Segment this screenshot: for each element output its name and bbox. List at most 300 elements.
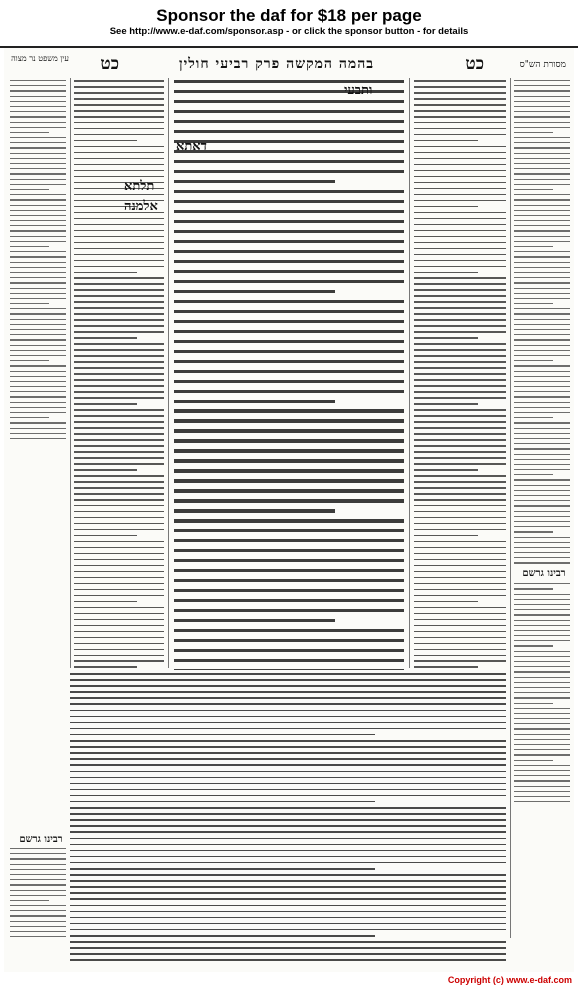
- text-line: [70, 746, 506, 748]
- text-line: [414, 577, 506, 579]
- text-line: [10, 931, 66, 932]
- text-line: [514, 464, 570, 465]
- text-line: [414, 427, 506, 429]
- text-line: [74, 218, 164, 220]
- text-line: [74, 613, 164, 615]
- text-line: [514, 801, 570, 802]
- copyright-link[interactable]: Copyright (c) www.e-daf.com: [447, 975, 572, 985]
- text-line: [70, 777, 506, 779]
- text-line: [414, 98, 506, 100]
- text-line: [414, 643, 506, 645]
- text-line: [70, 831, 506, 833]
- text-line: [514, 557, 570, 558]
- text-line: [74, 104, 164, 106]
- text-line: [10, 864, 66, 865]
- text-line: [10, 438, 66, 439]
- text-line: [70, 728, 506, 730]
- text-line: [10, 910, 66, 911]
- text-line: [74, 547, 164, 549]
- text-line: [514, 345, 570, 346]
- text-line: [74, 116, 164, 118]
- text-line: [514, 760, 553, 761]
- text-line: [174, 210, 404, 213]
- text-line: [10, 179, 66, 180]
- text-line: [10, 116, 66, 117]
- text-line: [514, 547, 570, 548]
- text-line: [74, 242, 164, 244]
- text-line: [414, 595, 506, 597]
- text-line: [174, 180, 335, 183]
- text-line: [414, 571, 506, 573]
- text-line: [70, 953, 506, 955]
- text-line: [10, 236, 66, 237]
- text-line: [514, 298, 570, 299]
- text-line: [10, 376, 66, 377]
- text-line: [514, 80, 570, 81]
- text-line: [414, 307, 506, 309]
- text-line: [74, 272, 137, 274]
- text-line: [414, 337, 478, 339]
- text-line: [514, 703, 553, 704]
- text-line: [414, 218, 506, 220]
- text-line: [414, 325, 506, 327]
- text-line: [10, 905, 66, 906]
- text-line: [70, 685, 506, 687]
- text-line: [74, 409, 164, 411]
- text-line: [10, 225, 66, 226]
- text-line: [414, 128, 506, 130]
- text-line: [70, 752, 506, 754]
- text-line: [10, 132, 49, 133]
- text-line: [10, 262, 66, 263]
- text-line: [10, 396, 66, 397]
- text-line: [10, 350, 66, 351]
- text-line: [70, 801, 375, 803]
- text-line: [74, 146, 164, 148]
- text-line: [10, 277, 66, 278]
- text-line: [74, 403, 137, 405]
- text-line: [10, 142, 66, 143]
- text-line: [514, 588, 553, 589]
- text-line: [10, 324, 66, 325]
- text-line: [514, 116, 570, 117]
- text-line: [174, 130, 404, 133]
- text-line: [414, 649, 506, 651]
- text-line: [70, 758, 506, 760]
- text-line: [174, 350, 404, 353]
- sponsor-banner[interactable]: [0, 0, 578, 48]
- text-line: [414, 666, 478, 668]
- text-line: [74, 457, 164, 459]
- text-line: [70, 734, 375, 736]
- text-line: [10, 355, 66, 356]
- text-line: [10, 858, 66, 859]
- text-line: [414, 80, 506, 82]
- text-line: [74, 666, 137, 668]
- text-line: [514, 199, 570, 200]
- text-line: [74, 583, 164, 585]
- text-line: [74, 607, 164, 609]
- text-line: [414, 445, 506, 447]
- text-line: [174, 599, 404, 602]
- text-line: [74, 649, 164, 651]
- text-line: [74, 307, 164, 309]
- text-line: [414, 158, 506, 160]
- text-line: [514, 640, 570, 641]
- text-line: [414, 475, 506, 477]
- text-line: [10, 267, 66, 268]
- text-line: [514, 329, 570, 330]
- text-line: [174, 320, 404, 323]
- text-line: [514, 267, 570, 268]
- text-line: [514, 412, 570, 413]
- text-line: [514, 288, 570, 289]
- text-line: [514, 319, 570, 320]
- text-line: [514, 101, 570, 102]
- text-line: [70, 697, 506, 699]
- text-line: [414, 272, 478, 274]
- text-line: [74, 110, 164, 112]
- text-line: [74, 343, 164, 345]
- text-line: [10, 853, 66, 854]
- text-line: [514, 386, 570, 387]
- text-line: [70, 783, 506, 785]
- text-line: [10, 90, 66, 91]
- text-line: [74, 439, 164, 441]
- text-line: [514, 495, 570, 496]
- text-line: [514, 594, 570, 595]
- text-line: [74, 122, 164, 124]
- text-line: [514, 697, 570, 698]
- text-line: [514, 531, 553, 532]
- text-line: [514, 604, 570, 605]
- text-line: [174, 619, 335, 622]
- text-line: [514, 469, 570, 470]
- text-line: [514, 184, 570, 185]
- text-line: [74, 361, 164, 363]
- text-line: [414, 122, 506, 124]
- text-line: [74, 224, 164, 226]
- text-line: [10, 895, 66, 896]
- word-daata: דאתא: [176, 139, 207, 154]
- text-line: [514, 282, 570, 283]
- text-line: [74, 134, 164, 136]
- text-line: [10, 329, 66, 330]
- text-line: [74, 391, 164, 393]
- text-line: [10, 407, 66, 408]
- text-line: [414, 170, 506, 172]
- gemara-opening-word: ותבעי: [344, 83, 373, 98]
- text-line: [414, 553, 506, 555]
- text-line: [514, 780, 570, 781]
- text-line: [174, 220, 404, 223]
- text-line: [174, 589, 404, 592]
- text-line: [174, 390, 404, 393]
- text-line: [74, 98, 164, 100]
- text-line: [74, 277, 164, 279]
- text-line: [514, 132, 553, 133]
- text-line: [174, 569, 404, 572]
- text-line: [414, 457, 506, 459]
- text-line: [74, 619, 164, 621]
- text-line: [414, 361, 506, 363]
- text-line: [514, 376, 570, 377]
- text-line: [10, 199, 66, 200]
- text-line: [414, 535, 478, 537]
- text-line: [10, 153, 66, 154]
- text-line: [414, 313, 506, 315]
- text-line: [74, 373, 164, 375]
- text-line: [74, 505, 164, 507]
- text-line: [74, 367, 164, 369]
- text-line: [174, 110, 404, 113]
- text-line: [174, 380, 404, 383]
- text-line: [70, 862, 506, 864]
- text-line: [10, 365, 66, 366]
- text-line: [10, 147, 66, 148]
- text-line: [414, 511, 506, 513]
- text-line: [514, 220, 570, 221]
- text-line: [514, 448, 570, 449]
- text-line: [414, 188, 506, 190]
- text-line: [74, 379, 164, 381]
- text-line: [174, 519, 404, 522]
- text-line: [174, 429, 404, 432]
- text-line: [514, 438, 570, 439]
- text-line: [174, 459, 404, 462]
- text-line: [10, 402, 66, 403]
- text-line: [10, 428, 66, 429]
- text-line: [74, 283, 164, 285]
- rabbeinu-gershom-column: [10, 848, 66, 963]
- text-line: [414, 349, 506, 351]
- text-line: [414, 266, 506, 268]
- text-line: [514, 728, 570, 729]
- text-line: [74, 248, 164, 250]
- text-line: [74, 397, 164, 399]
- text-line: [74, 301, 164, 303]
- text-line: [70, 868, 375, 870]
- text-line: [70, 710, 506, 712]
- text-line: [70, 898, 506, 900]
- text-line: [74, 577, 164, 579]
- text-line: [514, 189, 553, 190]
- text-line: [414, 583, 506, 585]
- text-line: [174, 120, 404, 123]
- text-line: [10, 137, 66, 138]
- text-line: [74, 571, 164, 573]
- text-line: [74, 164, 164, 166]
- text-line: [414, 236, 506, 238]
- text-line: [174, 270, 404, 273]
- text-line: [10, 422, 66, 423]
- text-line: [514, 308, 570, 309]
- text-line: [74, 595, 164, 597]
- text-line: [70, 856, 506, 858]
- text-line: [414, 637, 506, 639]
- text-line: [174, 280, 404, 283]
- text-line: [174, 629, 404, 632]
- text-line: [74, 152, 164, 154]
- text-line: [74, 541, 164, 543]
- text-line: [174, 419, 404, 422]
- text-line: [174, 340, 404, 343]
- text-line: [10, 101, 66, 102]
- bottom-commentary: [70, 673, 506, 963]
- text-line: [414, 463, 506, 465]
- text-line: [414, 499, 506, 501]
- text-line: [70, 850, 506, 852]
- text-line: [174, 489, 404, 492]
- text-line: [74, 625, 164, 627]
- text-line: [74, 313, 164, 315]
- text-line: [414, 655, 506, 657]
- text-line: [414, 164, 506, 166]
- text-line: [174, 160, 404, 163]
- text-line: [514, 142, 570, 143]
- text-line: [174, 579, 404, 582]
- text-line: [414, 194, 506, 196]
- text-line: [70, 764, 506, 766]
- text-line: [514, 433, 570, 434]
- text-line: [514, 241, 570, 242]
- text-line: [74, 487, 164, 489]
- text-line: [74, 415, 164, 417]
- text-line: [10, 391, 66, 392]
- text-line: [414, 212, 506, 214]
- text-line: [414, 523, 506, 525]
- text-line: [174, 250, 404, 253]
- text-line: [10, 194, 66, 195]
- text-line: [74, 433, 164, 435]
- text-line: [514, 215, 570, 216]
- text-line: [514, 168, 570, 169]
- text-line: [514, 365, 570, 366]
- text-line: [414, 469, 478, 471]
- text-line: [74, 86, 164, 88]
- text-line: [74, 349, 164, 351]
- text-line: [174, 439, 404, 442]
- text-line: [74, 637, 164, 639]
- text-line: [514, 500, 570, 501]
- text-line: [70, 673, 506, 675]
- text-line: [74, 289, 164, 291]
- text-line: [514, 293, 570, 294]
- text-line: [174, 539, 404, 542]
- text-line: [514, 692, 570, 693]
- text-line: [414, 86, 506, 88]
- text-line: [174, 549, 404, 552]
- text-line: [514, 625, 570, 626]
- text-line: [74, 643, 164, 645]
- text-line: [414, 601, 478, 603]
- column-divider: [168, 78, 169, 668]
- text-line: [414, 415, 506, 417]
- text-line: [514, 718, 570, 719]
- text-line: [10, 869, 66, 870]
- text-line: [74, 523, 164, 525]
- text-line: [70, 807, 506, 809]
- text-line: [514, 490, 570, 491]
- text-line: [414, 355, 506, 357]
- text-line: [514, 723, 570, 724]
- text-line: [74, 355, 164, 357]
- text-line: [514, 671, 570, 672]
- text-line: [414, 104, 506, 106]
- word-tlata: תלתא: [124, 179, 155, 194]
- text-line: [514, 225, 570, 226]
- text-line: [414, 206, 478, 208]
- text-line: [514, 173, 570, 174]
- text-line: [10, 96, 66, 97]
- text-line: [10, 386, 66, 387]
- text-line: [10, 926, 66, 927]
- text-line: [514, 645, 553, 646]
- text-line: [10, 900, 49, 901]
- text-line: [514, 537, 570, 538]
- text-line: [414, 319, 506, 321]
- text-line: [174, 150, 404, 153]
- text-line: [414, 373, 506, 375]
- text-line: [514, 96, 570, 97]
- text-line: [174, 100, 404, 103]
- text-line: [174, 370, 404, 373]
- text-line: [70, 691, 506, 693]
- text-line: [414, 254, 506, 256]
- text-line: [174, 360, 404, 363]
- text-line: [174, 190, 404, 193]
- text-line: [74, 553, 164, 555]
- text-line: [74, 319, 164, 321]
- text-line: [74, 331, 164, 333]
- text-line: [514, 474, 553, 475]
- text-line: [10, 168, 66, 169]
- text-line: [174, 649, 404, 652]
- text-line: [10, 251, 66, 252]
- text-line: [414, 230, 506, 232]
- text-line: [514, 677, 570, 678]
- banner-subtitle[interactable]: See http://www.e-daf.com/sponsor.asp - or click the sponsor button - for details: [109, 26, 469, 37]
- text-line: [514, 194, 570, 195]
- text-line: [70, 703, 506, 705]
- text-line: [514, 635, 570, 636]
- text-line: [10, 303, 49, 304]
- text-line: [74, 140, 137, 142]
- text-line: [414, 589, 506, 591]
- masoret-label: מסורת הש"ס: [519, 60, 566, 70]
- text-line: [514, 277, 570, 278]
- text-line: [70, 892, 506, 894]
- text-line: [10, 256, 66, 257]
- text-line: [514, 85, 570, 86]
- text-line: [174, 639, 404, 642]
- text-line: [174, 609, 404, 612]
- text-line: [74, 529, 164, 531]
- text-line: [174, 669, 404, 670]
- text-line: [74, 589, 164, 591]
- text-line: [514, 516, 570, 517]
- text-line: [514, 754, 570, 755]
- text-line: [514, 396, 570, 397]
- text-line: [514, 381, 570, 382]
- text-line: [514, 630, 570, 631]
- text-line: [514, 661, 570, 662]
- text-line: [514, 272, 570, 273]
- text-line: [74, 451, 164, 453]
- text-line: [10, 433, 66, 434]
- text-line: [74, 158, 164, 160]
- text-line: [10, 241, 66, 242]
